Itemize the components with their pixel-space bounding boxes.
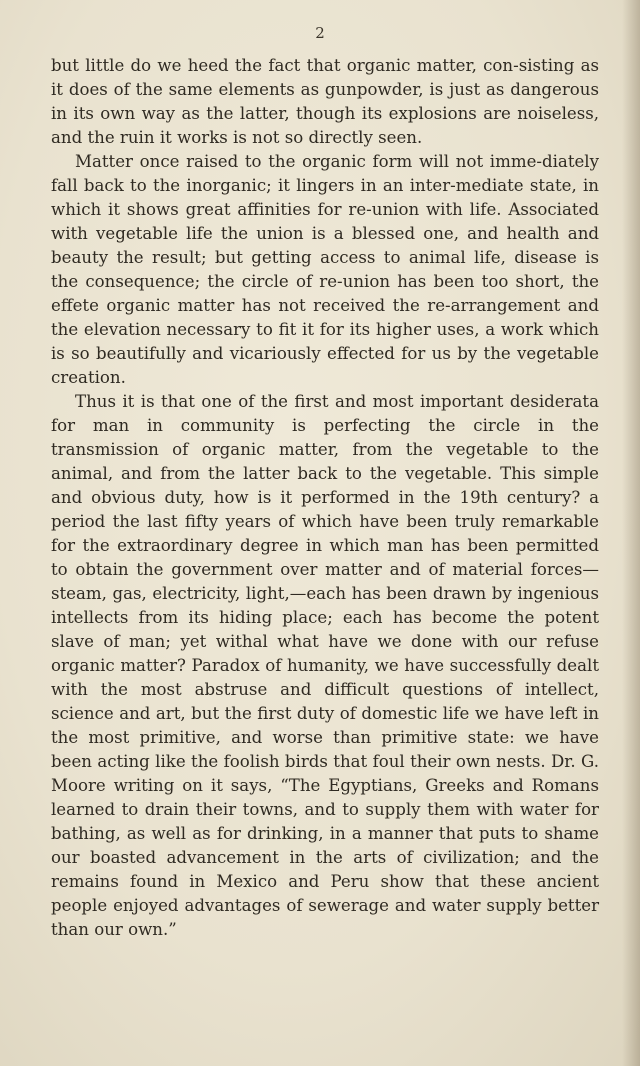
paragraph-3: Thus it is that one of the first and most important desiderata for man in community is perfecting the circle in the transmission of organic matter, from the vegetable to the animal, and from the latter back to the vegetable. This simple and obvious duty, how is it performed in the 19th century? a period the last fifty years of which have been truly remarkable for the extraordinary degree in which man has been permitted to obtain the government over matter and of material forces—steam, gas, electricity, light,—each has been drawn by ingenious intellects from its hiding place; each has become the potent slave of man; yet withal what have we done with our refuse organic matter? Paradox of humanity, we have successfully dealt with the most abstruse and difficult questions of intellect, science and art, but the first duty of domestic life we have left in the most primitive, and worse than primitive state: we have been acting like the foolish birds that foul their own nests. Dr. G. Moore writing on it says, “The Egyptians, Greeks and Romans learned to drain their towns, and to supply them with water for bathing, as well as for drinking, in a manner that puts to shame our boasted advancement in the arts of civilization; and the remains found in Mexico and Peru show that these ancient people enjoyed advantages of sewerage and water supply better than our own.” xyxy=(51,392,599,939)
body-text xyxy=(51,54,599,942)
page-number: 2 xyxy=(315,24,325,42)
paragraph-1: but little do we heed the fact that organic matter, con-sisting as it does of the same elements as gunpowder, is just as dangerous in its own way as the latter, though its explosions are noiseless, and the ruin it works is not so directly seen. xyxy=(51,56,599,147)
page-edge-shadow xyxy=(622,0,640,1066)
paragraph-2: Matter once raised to the organic form will not imme-diately fall back to the inorganic; it lingers in an inter-mediate state, in which it shows great affinities for re-union with life. Associated with vegetable life the union is a blessed one, and health and beauty the result; but getting access to animal life, disease is the consequence; the circle of re-union has been too short, the effete organic matter has not received the re-arrangement and the elevation necessary to fit it for its higher uses, a work which is so beautifully and vicariously effected for us by the vegetable creation. xyxy=(51,152,599,387)
